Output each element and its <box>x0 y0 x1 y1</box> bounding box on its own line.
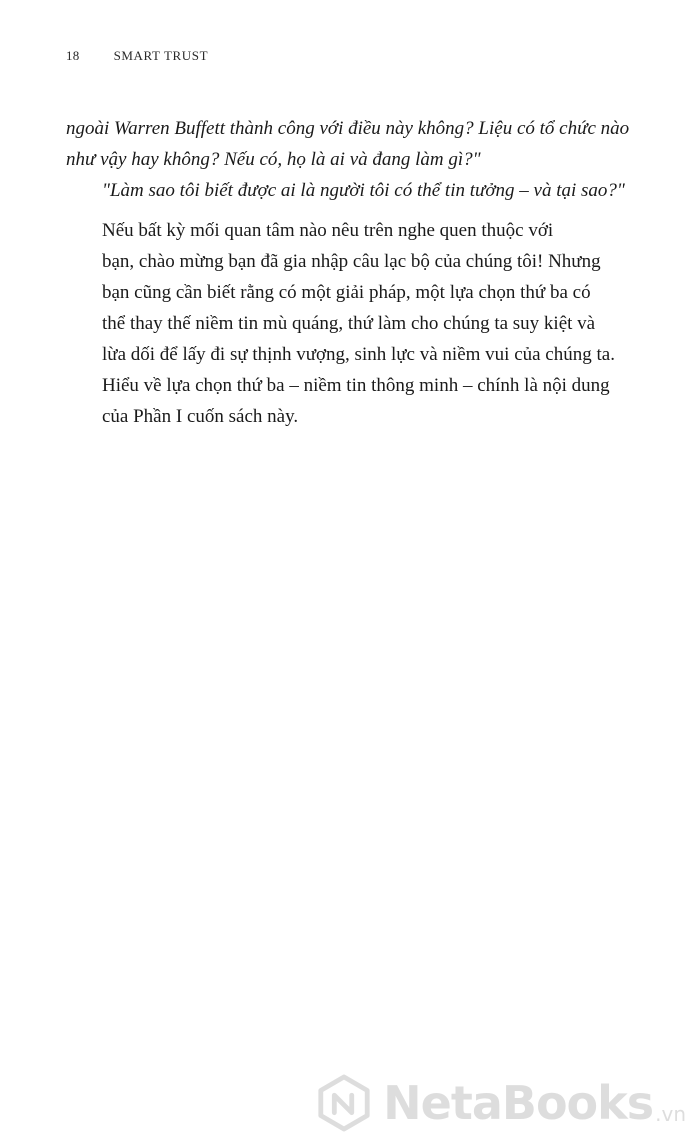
netabooks-logo-icon <box>315 1074 373 1132</box>
text-line: bạn, chào mừng bạn đã gia nhập câu lạc bộ của chúng tôi! Nhưng <box>102 251 601 272</box>
watermark-text: NetaBooks <box>383 1076 654 1130</box>
text-line: ngoài Warren Buffett thành công với điều này không? Liệu có tổ chức nào <box>66 118 630 139</box>
body-paragraph <box>66 215 666 432</box>
quote-paragraph-1 <box>66 113 666 175</box>
text-line: như vậy hay không? Nếu có, họ là ai và đang làm gì?" <box>66 149 481 170</box>
text-line: thể thay thế niềm tin mù quáng, thứ làm cho chúng ta suy kiệt và <box>102 313 596 334</box>
watermark-suffix: .vn <box>655 1102 686 1126</box>
text-line: "Làm sao tôi biết được ai là người tôi có thể tin tưởng – và tại sao?" <box>102 180 625 201</box>
page-number: 18 <box>66 48 80 63</box>
text-line: Nếu bất kỳ mối quan tâm nào nêu trên nghe quen thuộc với <box>102 220 554 241</box>
running-head <box>66 48 208 64</box>
text-line: của Phần I cuốn sách này. <box>102 406 299 427</box>
netabooks-watermark <box>315 1074 686 1132</box>
text-line: bạn cũng cần biết rằng có một giải pháp, một lựa chọn thứ ba có <box>102 282 591 303</box>
text-line: lừa dối để lấy đi sự thịnh vượng, sinh lực và niềm vui của chúng ta. <box>102 344 615 365</box>
text-line: Hiểu về lựa chọn thứ ba – niềm tin thông minh – chính là nội dung <box>102 375 610 396</box>
quote-paragraph-2 <box>66 175 666 206</box>
book-title: SMART TRUST <box>113 48 209 63</box>
